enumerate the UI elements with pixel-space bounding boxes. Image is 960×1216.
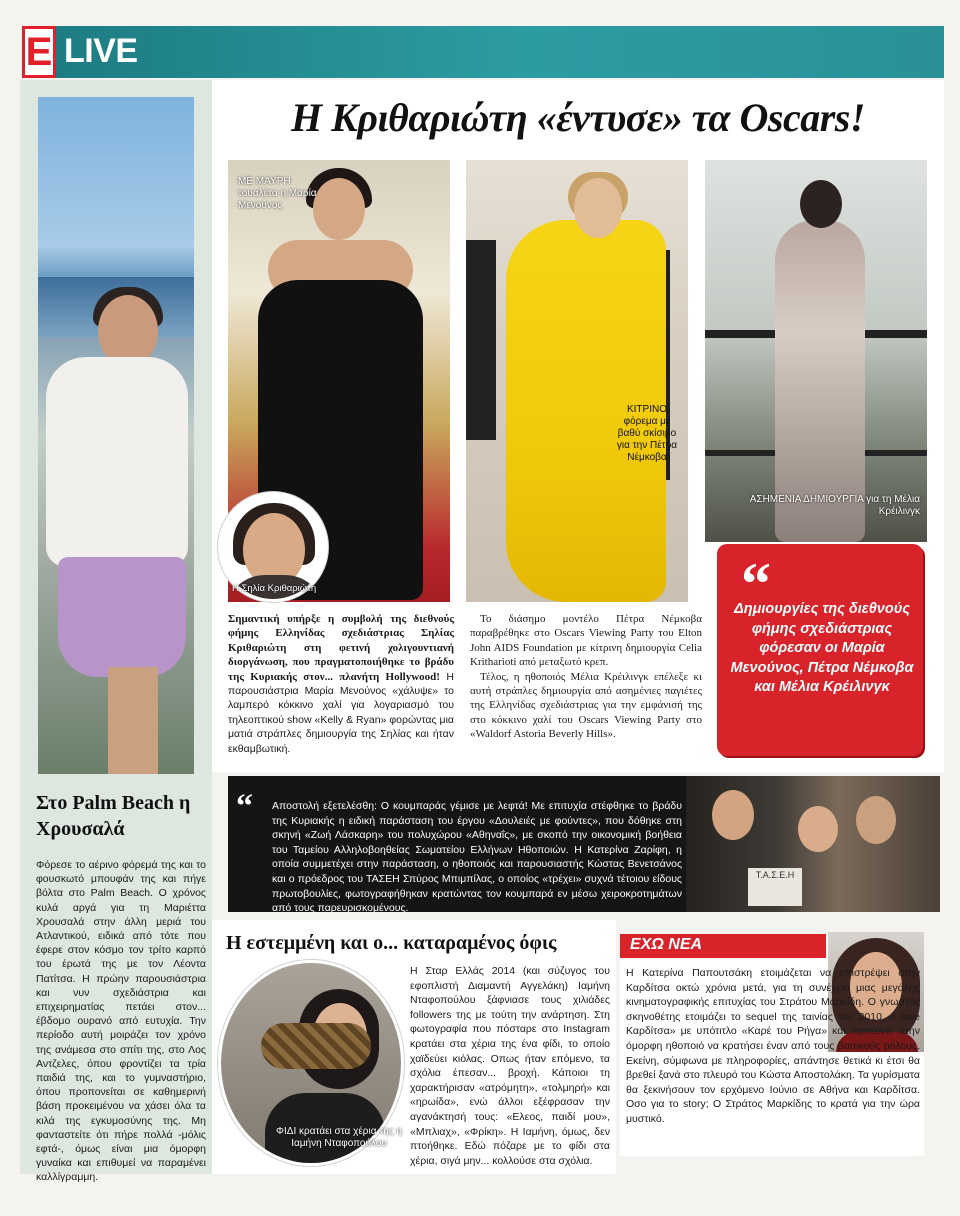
snake-story-body: Η Σταρ Ελλάς 2014 (και σύζυγος του εφοπλιστή Διαμαντή Αγγελάκη) Ιαμήνη Νταφοπούλου ξάφνιασε τους χιλιάδες followers της με τούτη την ανάρτηση. Στη φωτογραφία που πόσταρε στο Instagram κρατάει στα χέρια της ένα φίδι, το οποίο χαϊδεύει κιόλας. Οπως ήταν επόμενο, τα σχόλια έπεσαν... βροχή. Κάποιοι τη χαρακτήρισαν «ατρόμητη», «τολμηρή» και «ηρωίδα», ενώ άλλοι εξέφρασαν την αγανάκτησή τους: «Ελεος, παιδί μου», «Μπλιαχ», «Φρίκη». Η Ιαμήνη, όμως, δεν πτοήθηκε. Εδώ πόζαρε με το φίδι στα χέρια, σιγά μην... κολλούσε στα σχόλια. [410, 965, 610, 1167]
strip-story-photo [686, 776, 940, 912]
donation-box-sign: Τ.Α.Σ.Ε.Η [748, 868, 802, 906]
legs-shape [108, 667, 158, 774]
article-col1-body: Η παρουσιάστρια Μαρία Μενούνος «χάλυψε» το λαμπερό κόκκινο χαλί για λογαριασμό του τηλεοπτικού show «Kelly & Ryan» φορώντας μια ματιά στράπλες δημιουργία της Σηλίας και ήταν εκθαμβωτική. [228, 670, 454, 755]
section-title: LIVE [64, 32, 138, 70]
face-shape [712, 790, 754, 840]
echo-nea-title: ΕΧΩ ΝΕΑ [630, 936, 703, 953]
quote-mark-icon: “ [741, 551, 771, 617]
snake-photo-caption: ΦΙΔΙ κρατάει στα χέρια της η Ιαμήνη Νταφοπούλου [276, 1126, 402, 1149]
head-shape [800, 180, 842, 228]
face-shape [798, 806, 838, 852]
strip-story-text: Αποστολή εξετελέσθη: Ο κουμπαράς γέμισε με λεφτά! Με επιτυχία στέφθηκε το βράδυ της Κυριακής η ειδική παράσταση του έργου «Δουλειές με φούντες», που δόθηκε στη σκηνή «Ζωή Λάσκαρη» του πολυχώρου «Αθηναΐς», με σκοπό την οικονομική βοήθεια του Ταμείου Αλληλοβοηθείας Σωματείου Ελλήνων Ηθοποιών. Η Κατερίνα Ζαρίφη, η οποία συμμετέχει στην παράσταση, ο ηθοποιός και παρουσιαστής Κώστας Βενετσάνος και ο πρόεδρος του ΤΑΣΕΗ Σπύρος Μπιμπίλας, ο οποίος «τρέχει» συχνά τέτοιου είδους πρωτοβουλίες, φωτογραφήθηκαν κρατώντας τον κουμπαρά εν μέσω χειροκροτημάτων από τους παρευρισκομένους. [272, 800, 682, 915]
magazine-logo [22, 26, 56, 78]
background-person-shape [466, 240, 496, 440]
left-story-body: Φόρεσε το αέρινο φόρεμά της και το φουσκωτό μπουφάν της και πήγε βόλτα στο Palm Beach. Ο χρόνος κυλά αργά για τη Μαριέττα Χρουσαλά στην άλλη μεριά του Ατλαντικού, ειδικά από τότε που έφερε στον κόσμο τον τρίτο καρπό του έρωτά της με τον Λέοντα Πατίτσα. Η πρώην παρουσιάστρια και νυν σχεδιάστρια και επιχειρηματίας πετάει στον... έβδομο ουρανό από ευτυχία. Την περίοδο αυτή μοιράζει τον χρόνο της ανάμεσα στο σπίτι της, στο Λος Αντζελες, όπου φροντίζει τα τρία παιδιά της, και το γυμναστήριο, όπου προπονείται σε καθημερινή βάση προκειμένου να χάσει όλα τα κιλά της εγκυμοσύνης της. Μη φανταστείτε ότι πήρε πολλά -μόλις εφτά-, όμως είναι μια όμορφη γυναίκα και επιθυμεί να παραμένει καλλίγραμμη. [36, 859, 206, 1184]
left-story-title: Στο Palm Beach η Χρουσαλά [36, 792, 191, 840]
snake-story-title: Η εστεμμένη και ο... καταραμένος όφις [226, 932, 557, 954]
quote-mark-icon: “ [236, 788, 253, 825]
echo-nea-body: Η Κατερίνα Παπουτσάκη ετοιμάζεται να επιστρέψει στην Καρδίτσα οκτώ χρόνια μετά, για τη συνέχεια μιας μεγάλης κινηματογραφικής επιτυχίας του Στράτου Μαρκίδη. Ο γνωστός σκηνοθέτης ετοιμάζει το sequel της ταινίας του 2010 «I love Καρδίτσα» με υπότιτλο «Καρέ του Ρήγα» και προτείνει στην όμορφη ηθοποιό να κρατήσει έναν από τους βασικούς ρόλους. Εκείνη, σύμφωνα με πληροφορίες, απάντησε θετικά κι έτσι θα βρεθεί ξανά στο πλευρό του Κώστα Αποστολάκη. Τα γυρίσματα θα ξεκινήσουν τον ερχόμενο Ιούνιο σε Αθήνα και Καρδίτσα. Οσο για το story; Ο Στράτος Μαρκίδης το κρατά για την ώρα μυστικό. [626, 967, 920, 1125]
snake-shape [261, 1023, 371, 1069]
section-header-bar [22, 26, 944, 78]
article-column-2 [470, 612, 702, 742]
pull-quote-text: Δημιουργίες της διεθνούς φήμης σχεδιάστριας φόρεσαν οι Μαρία Μενούνος, Πέτρα Νέμκοβα και Μέλια Κρέιλινγκ [730, 601, 914, 695]
nemcova-photo [466, 160, 688, 602]
palm-beach-photo [38, 97, 194, 774]
logo-letter: E [25, 30, 53, 74]
skirt-shape [58, 557, 186, 677]
kreiling-photo [705, 160, 927, 542]
face-shape [574, 178, 622, 238]
main-article-title: Η Κριθαριώτη «έντυσε» τα Oscars! [291, 95, 865, 140]
article-lead: Σημαντική υπήρξε η συμβολή της διεθνούς φήμης Ελληνίδας σχεδιάστριας Σηλίας Κριθαριώτη στη φετινή χολιγουντιανή διοργάνωση, που πραγματοποιήθηκε το βράδυ της Κυριακής στον... πλανήτη Hollywood! [228, 613, 454, 683]
sweater-shape [46, 357, 188, 567]
photo-caption-kreiling: ΑΣΗΜΕΝΙΑ ΔΗΜΙΟΥΡΓΙΑ για τη Μέλια Κρέιλινγκ [749, 494, 920, 517]
article-column-1 [228, 612, 454, 756]
photo-caption-menounos: ΜΕ ΜΑΥΡΗ τουαλέτα η Μαρία Μενούνος [238, 176, 317, 211]
article-col2-p2: Τέλος, η ηθοποιός Μέλια Κρέιλινγκ επέλεξε κι αυτή στράπλες δημιουργία από ασημένιες παγιέτες της Ελληνίδας σχεδιάστριας για την εμφάνισή της στο κόκκινο χαλί του Oscars Viewing Party στο «Waldorf Astoria Beverly Hills». [470, 670, 702, 741]
avatar-caption: Η Σηλία Κριθαριώτη [232, 583, 317, 594]
photo-caption-nemcova: ΚΙΤΡΙΝΟ φόρεμα με βαθύ σκίσιμο για την Πέτρα Νέμκοβα [616, 404, 678, 463]
face-shape [856, 796, 896, 844]
article-col2-p1: Το διάσημο μοντέλο Πέτρα Νέμκοβα παραβρέθηκε στο Oscars Viewing Party του Elton John AIDS Foundation με κίτρινη δημιουργία Celia Kritharioti από μεταξωτό κρεπ. [470, 613, 702, 669]
